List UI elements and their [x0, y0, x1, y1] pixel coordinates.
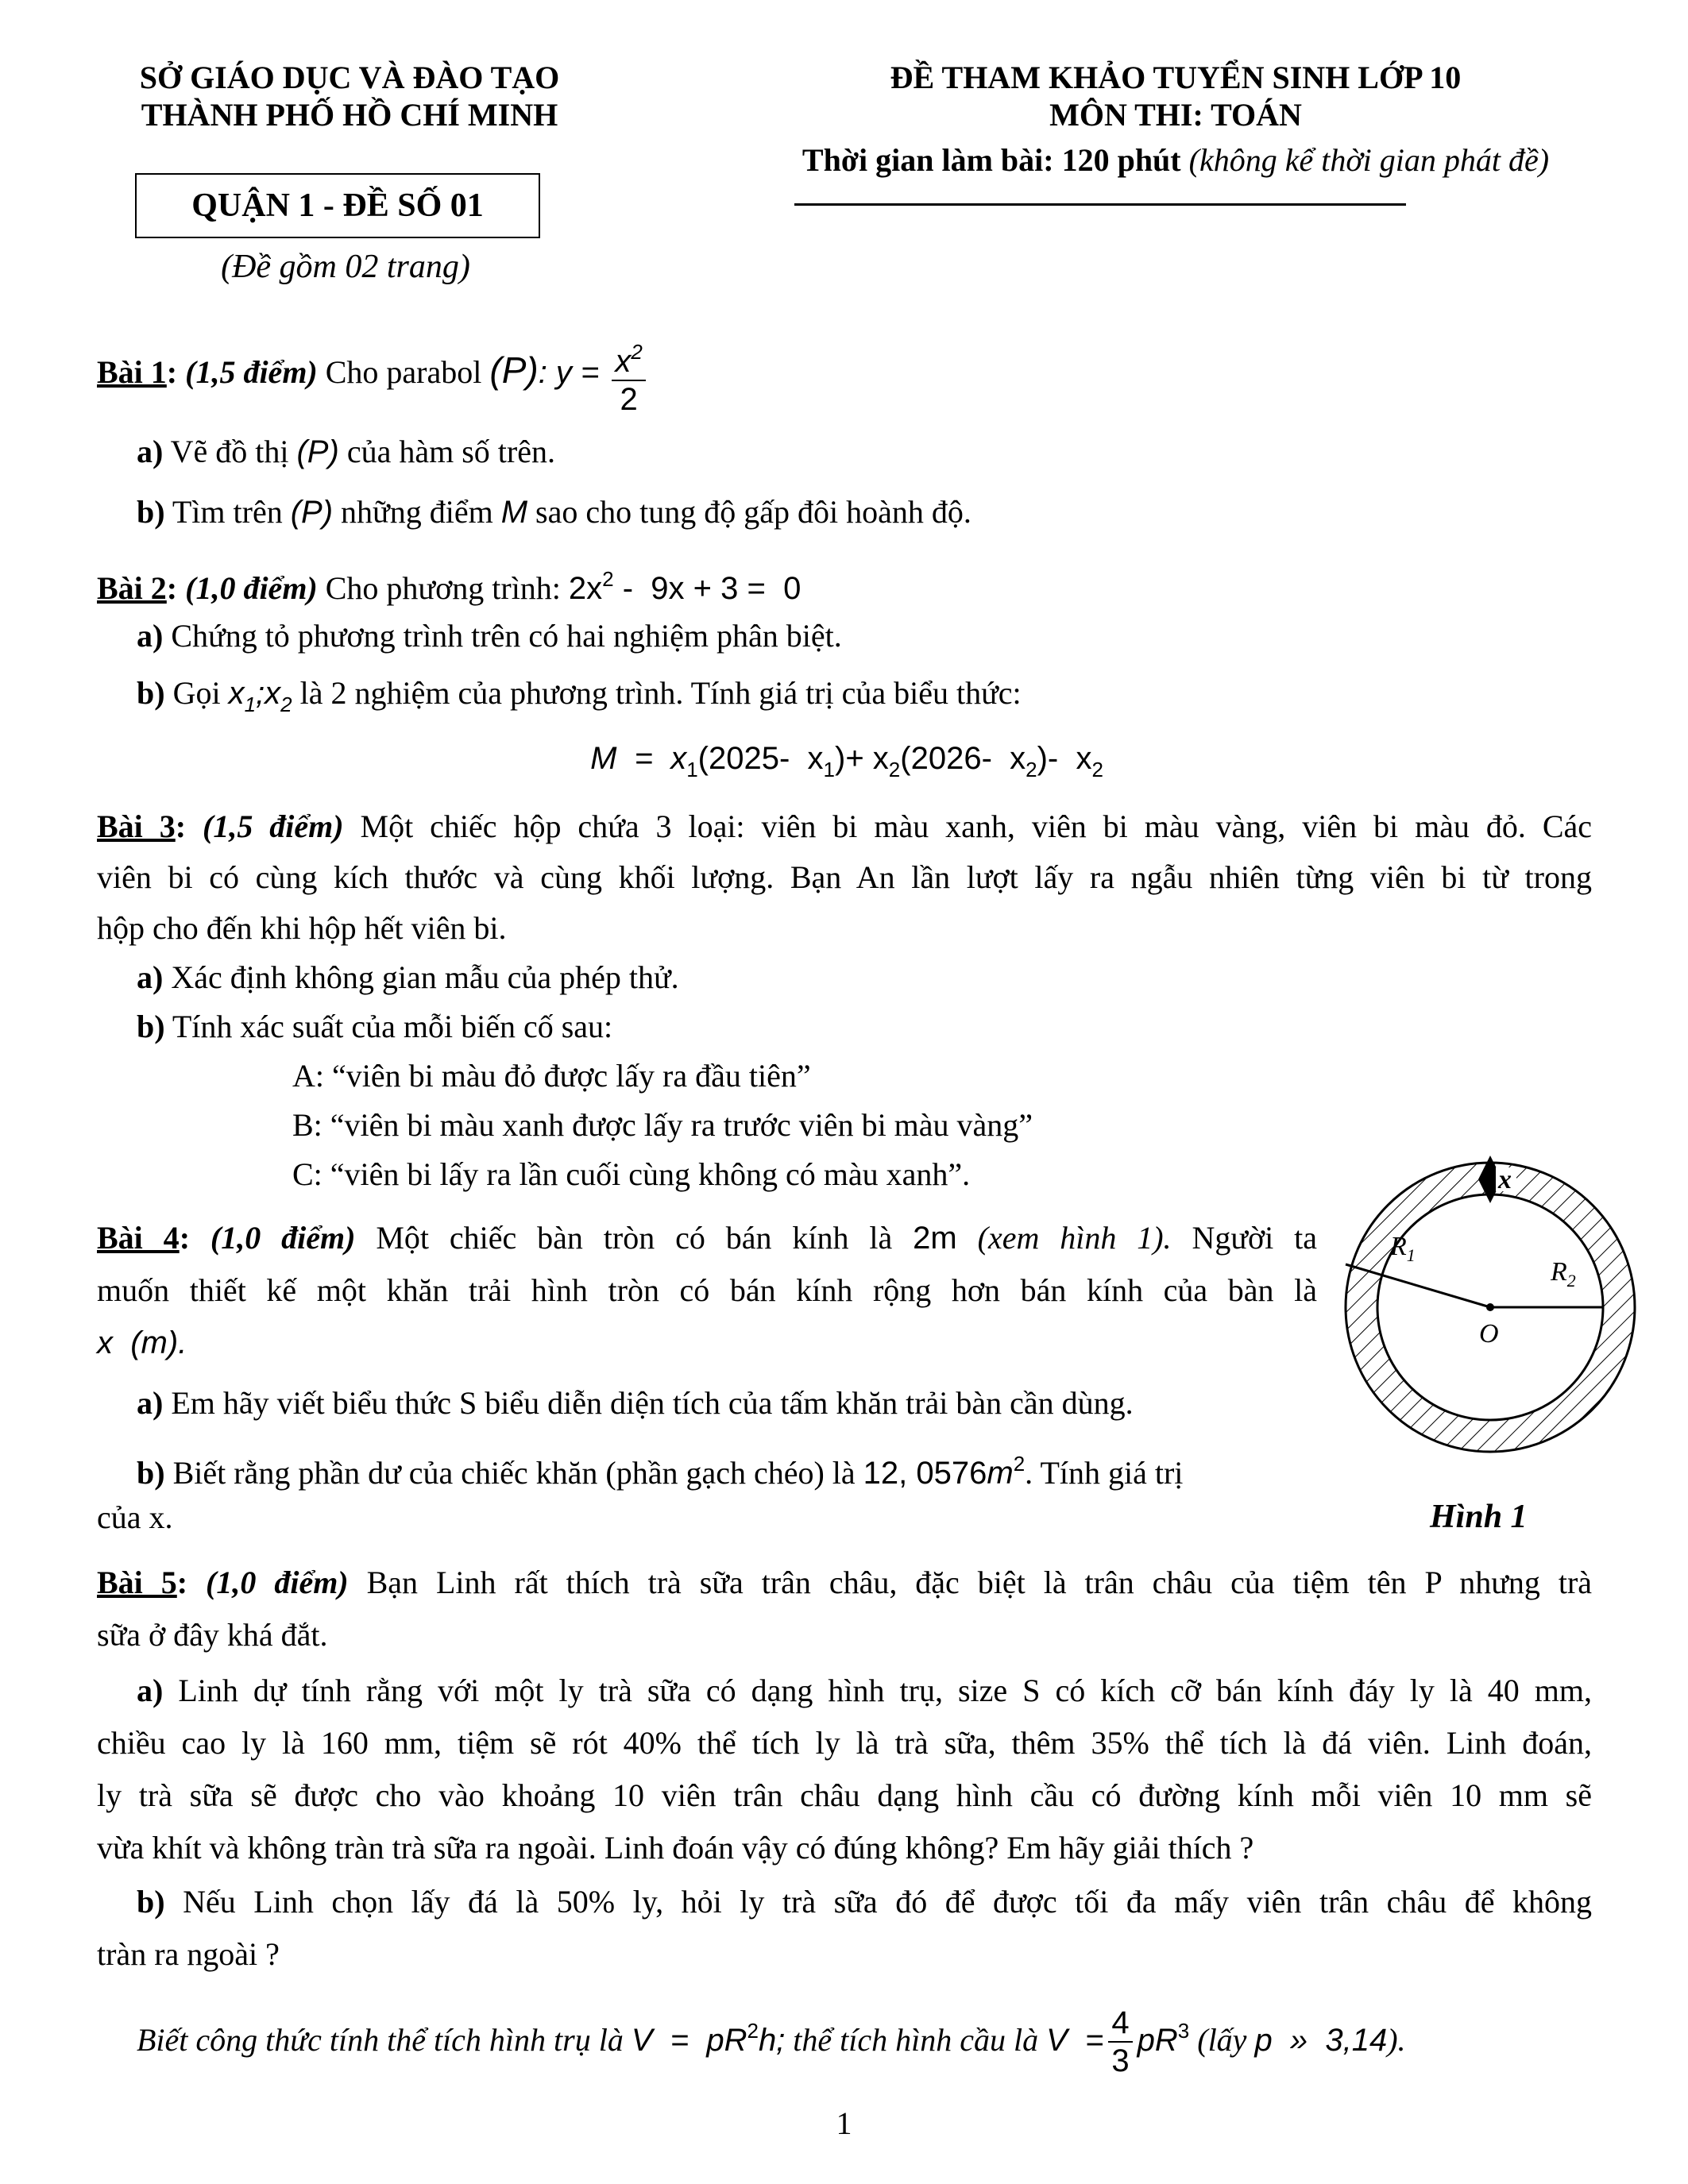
bai1-label: Bài 1 — [97, 354, 167, 391]
bai5-a-label: a) — [137, 1673, 164, 1708]
bai5-a-line-2: chiều cao ly là 160 mm, tiệm sẽ rót 40% thể tích ly là trà sữa, thêm 35% thể tích là đá viên. Linh đoán, — [97, 1725, 1592, 1761]
bai3-text-1: Một chiếc hộp chứa 3 loại: viên bi màu xanh, viên bi màu vàng, viên bi màu đỏ. Các — [360, 808, 1593, 844]
expr-sub-5: 2 — [1091, 758, 1103, 781]
sphere-formula — [1046, 2005, 1190, 2079]
bai1-a — [137, 427, 1636, 477]
bai1-b-mid: những điểm — [341, 494, 493, 530]
cyl-exp: 2 — [747, 2019, 759, 2043]
bai2-heading: Bài 2: (1,0 điểm) Cho phương trình: $2x^2 - 9x + 3 = 0$ — [97, 567, 802, 606]
bai2-root-sep: ;x — [256, 676, 281, 711]
exam-title: ĐỀ THAM KHẢO TUYỂN SINH LỚP 10 — [890, 60, 1462, 95]
event-c: C: “viên bi lấy ra lần cuối cùng không có màu xanh”. — [292, 1156, 971, 1192]
bai5-a-text-1: Linh dự tính rằng với một ly trà sữa có dạng hình trụ, size S có kích cỡ bán kính đáy ly là 40 mm, — [178, 1673, 1593, 1708]
bai2-a-label: a) — [137, 618, 164, 654]
bai1-frac-num: x — [615, 344, 632, 379]
bai4-area-exp: 2 — [1013, 1452, 1026, 1476]
bai1-a-pre: Vẽ đồ thị — [170, 434, 289, 469]
formula-post-2: ). — [1387, 2022, 1406, 2058]
bai3-a-text: Xác định không gian mẫu của phép thử. — [171, 959, 679, 995]
bai4-area-unit: m — [987, 1456, 1014, 1491]
bai4-l1-pre: Một chiếc bàn tròn có bán kính là — [376, 1220, 893, 1256]
figure-1-diagram — [1335, 1144, 1652, 1477]
bai2-b-pre: Gọi — [172, 675, 221, 711]
exam-code-box — [135, 173, 540, 238]
bai1-intro: Cho parabol — [325, 354, 482, 391]
expr-part-5: )- x — [1037, 741, 1092, 776]
bai3-line-2: viên bi có cùng kích thước và cùng khối lượng. Bạn An lần lượt lấy ra ngẫu nhiên từng viên bi từ trong — [97, 859, 1592, 895]
bai2-a — [137, 612, 1636, 661]
bai2-root-sub1: 1 — [244, 693, 257, 716]
bai4-b-label: b) — [137, 1455, 165, 1491]
bai2-b-post: là 2 nghiệm của phương trình. Tính giá trị của biểu thức: — [299, 675, 1022, 711]
bai1-points: (1,5 điểm) — [185, 354, 318, 391]
department-line-1: SỞ GIÁO DỤC VÀ ĐÀO TẠO — [139, 60, 560, 95]
formula-mid: thể tích hình cầu là — [793, 2022, 1039, 2058]
bai3-points: (1,5 điểm) — [203, 808, 344, 844]
bai1-y-eq: : y = — [538, 355, 600, 391]
bai5-b-line-2: tràn ra ngoài ? — [97, 1936, 280, 1972]
bai5-line-1: Bài 5: (1,0 điểm) Bạn Linh rất thích trà sữa trân châu, đặc biệt là trân châu của tiệm tên P nhưng trà — [97, 1565, 1593, 1600]
exam-subject: MÔN THI: TOÁN — [1049, 97, 1302, 133]
event-a: A: “viên bi màu đỏ được lấy ra đầu tiên” — [292, 1058, 811, 1094]
bai3-a-label: a) — [137, 959, 164, 995]
bai4-radius: 2m — [913, 1221, 957, 1256]
page-count-note: (Đề gồm 02 trang) — [221, 249, 470, 285]
bai5-b-label: b) — [137, 1884, 165, 1920]
bai1-frac-den: 2 — [620, 382, 638, 417]
bai1-b-p: (P) — [290, 495, 334, 530]
sph-part-1: V = — [1046, 2023, 1104, 2058]
bai5-a-line-1 — [137, 1666, 1592, 1715]
label-x: x — [1498, 1165, 1512, 1194]
sph-exp: 3 — [1177, 2019, 1190, 2043]
bai3-b-text: Tính xác suất của mỗi biến cố sau: — [172, 1009, 613, 1044]
bai5-text-1: Bạn Linh rất thích trà sữa trân châu, đặc biệt là trân châu của tiệm tên P nhưng trà — [366, 1565, 1593, 1600]
label-r2-main: R — [1551, 1257, 1567, 1287]
figure-1-caption: Hình 1 — [1430, 1499, 1528, 1535]
bai4-area-value: 12, 0576 — [863, 1456, 987, 1491]
formula-post-1: (lấy — [1197, 2022, 1247, 2058]
bai2-label: Bài 2 — [97, 570, 167, 606]
exam-code: QUẬN 1 - ĐỀ SỐ 01 — [191, 187, 484, 224]
bai1-fraction — [612, 334, 645, 418]
bai2-roots — [228, 676, 292, 716]
bai5-b-text-1: Nếu Linh chọn lấy đá là 50% ly, hỏi ly trà sữa đó để được tối đa mấy viên trân châu để không — [183, 1884, 1593, 1920]
bai4-line-3: x (m). — [97, 1325, 187, 1360]
bai2-eq-1: 2x — [568, 571, 603, 606]
expr-sub-4: 2 — [1026, 758, 1037, 781]
expr-part-3: )+ x — [835, 741, 889, 776]
time-label: Thời gian làm bài: 120 phút — [802, 142, 1181, 178]
bai2-a-text: Chứng tỏ phương trình trên có hai nghiệm phân biệt. — [171, 618, 842, 654]
bai2-root-sub2: 2 — [280, 693, 292, 716]
bai1-heading: Bài 1: (1,5 điểm) Cho parabol (P): y = $\frac{x^2}{2}$ — [97, 334, 1597, 418]
department-line-2: THÀNH PHỐ HỒ CHÍ MINH — [141, 97, 558, 133]
bai5-line-2: sữa ở đây khá đắt. — [97, 1617, 328, 1653]
bai4-a-label: a) — [137, 1385, 164, 1421]
bai3-label: Bài 3 — [97, 808, 176, 844]
label-r2-sub: 2 — [1566, 1271, 1576, 1291]
bai5-a-line-3: ly trà sữa sẽ được cho vào khoảng 10 viên trân châu dạng hình cầu có đường kính mỗi viên 10 mm sẽ — [97, 1777, 1592, 1813]
bai2-b — [137, 669, 1636, 729]
cylinder-formula — [631, 2019, 786, 2058]
bai2-eq-2: - 9x + 3 = 0 — [613, 571, 802, 606]
pi-approx: p » 3,14 — [1254, 2023, 1388, 2058]
bai1-parabol: (P) — [489, 349, 539, 392]
bai1-b-m: M — [500, 495, 528, 530]
sph-den: 3 — [1111, 2043, 1130, 2079]
bai2-points: (1,0 điểm) — [185, 570, 318, 606]
bai2-b-label: b) — [137, 675, 165, 711]
bai1-b-post: sao cho tung độ gấp đôi hoành độ. — [535, 494, 971, 530]
expr-part-2: (2025- x — [697, 741, 824, 776]
cyl-part-1: V = pR — [631, 2023, 747, 2058]
event-b: B: “viên bi màu xanh được lấy ra trước viên bi màu vàng” — [292, 1107, 1033, 1143]
label-r1-sub: 1 — [1406, 1245, 1416, 1265]
bai4-line-1: Bài 4: (1,0 điểm) Một chiếc bàn tròn có bán kính là 2m (xem hình 1). Người ta — [97, 1220, 1318, 1256]
page-number: 1 — [836, 2105, 852, 2141]
sph-fraction — [1108, 2005, 1132, 2079]
header-exam-info — [659, 59, 1688, 133]
time-note: (không kể thời gian phát đề) — [1188, 142, 1550, 178]
header-rule — [794, 203, 1406, 206]
bai2-root-x: x — [228, 676, 245, 711]
bai1-b-label: b) — [137, 494, 165, 530]
bai4-b-post: . Tính giá trị — [1025, 1455, 1184, 1491]
label-o: O — [1479, 1319, 1499, 1349]
bai4-figure-ref: (xem hình 1). — [977, 1220, 1172, 1256]
bai4-leftover-area — [863, 1452, 1026, 1491]
bai3-line-3: hộp cho đến khi hộp hết viên bi. — [97, 910, 507, 946]
expr-part-4: (2026- x — [900, 741, 1026, 776]
bai5-b-line-1 — [137, 1877, 1592, 1927]
bai4-l1-post: Người ta — [1192, 1220, 1318, 1256]
bai3-a — [137, 953, 1636, 1002]
bai3-b — [137, 1002, 1636, 1051]
header-department — [71, 59, 628, 133]
bai1-a-label: a) — [137, 434, 164, 469]
expr-sub-2: 1 — [823, 758, 835, 781]
bai4-label: Bài 4 — [97, 1220, 180, 1256]
bai1-frac-exp: 2 — [631, 340, 643, 364]
bai1-b — [137, 488, 1636, 537]
bai5-label: Bài 5 — [97, 1565, 177, 1600]
bai2-intro: Cho phương trình: — [325, 570, 561, 606]
cyl-part-2: h; — [758, 2023, 786, 2058]
bai3-b-label: b) — [137, 1009, 165, 1044]
bai4-b-pre: Biết rằng phần dư của chiếc khăn (phần gạch chéo) là — [172, 1455, 856, 1491]
label-r1-main: R — [1390, 1232, 1407, 1261]
bai5-a-line-4: vừa khít và không tràn trà sữa ra ngoài. Linh đoán vậy có đúng không? Em hãy giải thích ? — [97, 1830, 1254, 1866]
bai4-a-text: Em hãy viết biểu thức S biểu diễn diện tích của tấm khăn trải bàn cần dùng. — [171, 1385, 1134, 1421]
bai5-points: (1,0 điểm) — [206, 1565, 349, 1600]
bai4-b-line-2: của x. — [97, 1499, 173, 1535]
bai1-a-p: (P) — [296, 434, 339, 469]
bai1-b-pre: Tìm trên — [172, 494, 283, 530]
bai5-formula-note — [137, 1987, 1636, 2084]
sph-part-2: pR — [1137, 2023, 1178, 2058]
bai4-line-2: muốn thiết kế một khăn trải hình tròn có bán kính rộng hơn bán kính của bàn là — [97, 1272, 1317, 1308]
exam-time — [659, 141, 1688, 179]
bai2-expression — [97, 734, 1597, 794]
bai1-a-post: của hàm số trên. — [346, 434, 555, 469]
expr-sub-3: 2 — [888, 758, 901, 781]
bai2-eq-exp: 2 — [602, 567, 614, 591]
bai2-equation — [568, 567, 802, 606]
formula-pre: Biết công thức tính thể tích hình trụ là — [137, 2022, 624, 2058]
expr-sub-1: 1 — [686, 758, 698, 781]
bai3-line-1: Bài 3: (1,5 điểm) Một chiếc hộp chứa 3 loại: viên bi màu xanh, viên bi màu vàng, viên bi màu đỏ. Các — [97, 808, 1593, 844]
expr-part-1: M = x — [590, 741, 687, 776]
bai4-points: (1,0 điểm) — [210, 1220, 356, 1256]
center-point — [1486, 1303, 1494, 1311]
sph-num: 4 — [1108, 2005, 1132, 2043]
